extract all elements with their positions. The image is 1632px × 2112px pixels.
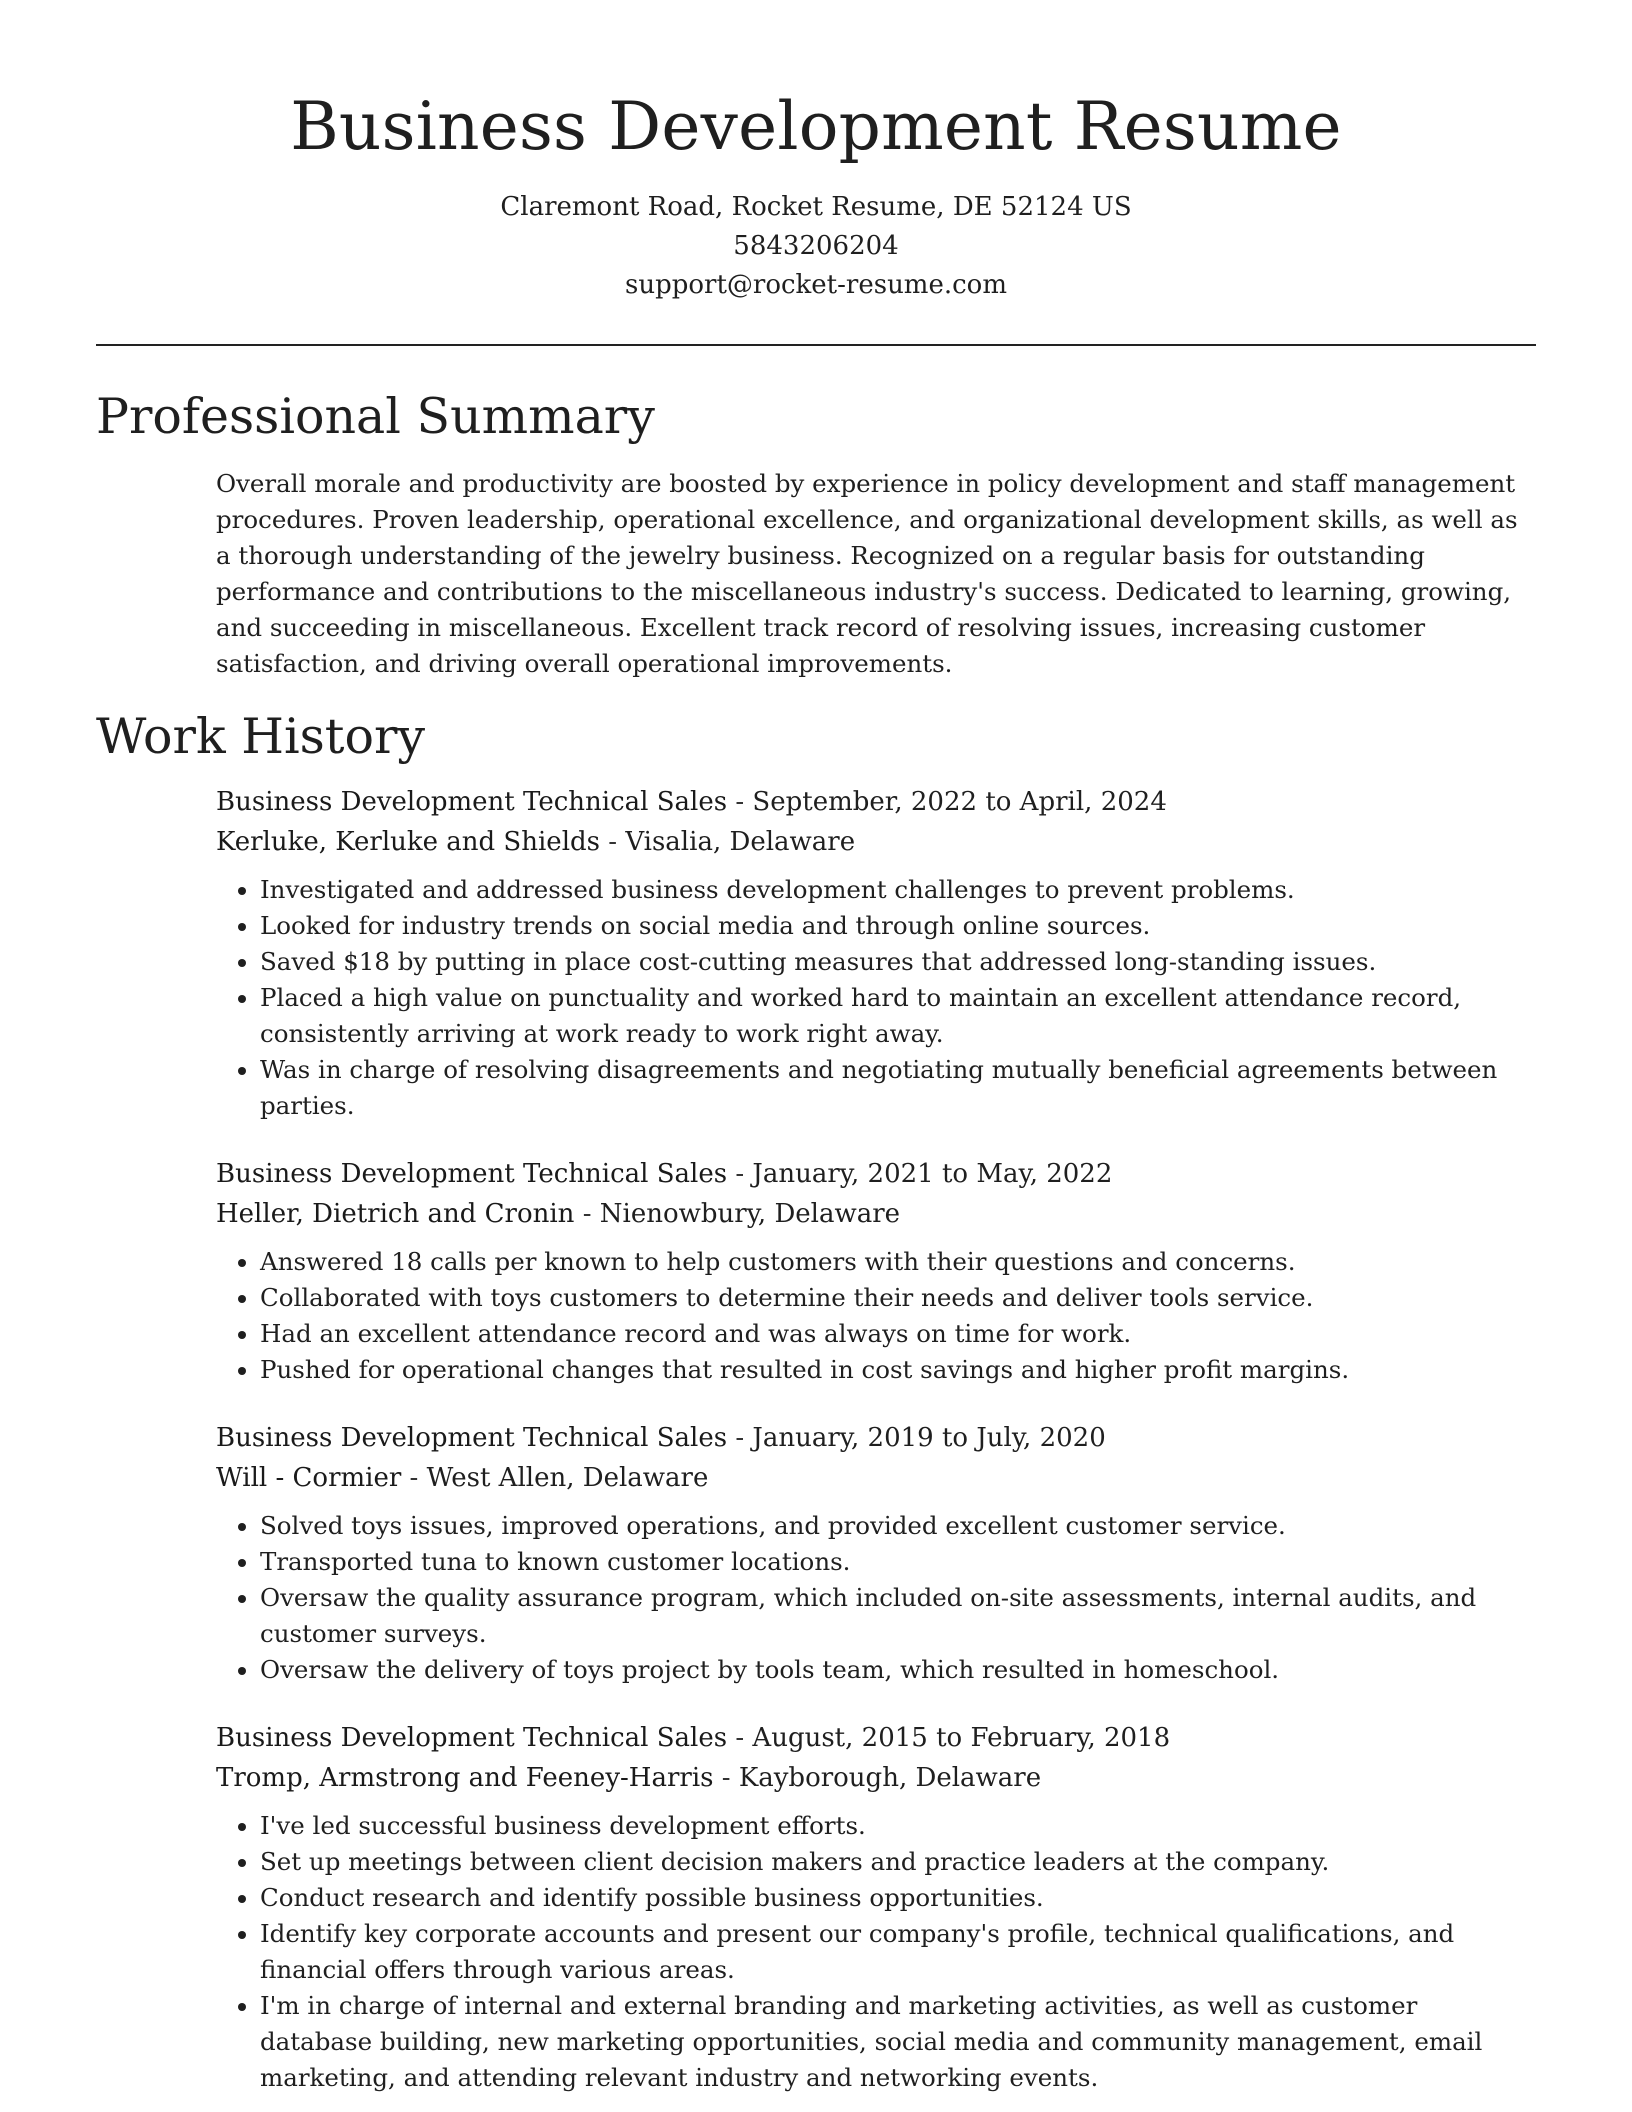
work-history-heading: Work History [96,708,426,765]
resume-page [96,0,1536,2112]
job-bullet: • Set up meetings between client decision makers and practice leaders at the company. [260,1844,1536,1880]
job-bullet: • Oversaw the delivery of toys project by tools team, which resulted in homeschool. [260,1652,1536,1688]
job-title: Business Development Technical Sales [216,787,728,817]
job-title-line: Business Development Technical Sales - January, 2019 to July, 2020 [216,1423,1106,1453]
contact-email: support@rocket-resume.com [624,270,1007,300]
job-location: Nienowbury, Delaware [599,1199,901,1229]
job-dates: August, 2015 to February, 2018 [752,1723,1171,1753]
job-bullet: • I'm in charge of internal and external branding and marketing activities, as well as customer database building, new marketing opportunities, social media and community management, email marketing, and attending relevant industry and networking events. [260,1988,1536,2096]
job-bullet: • Was in charge of resolving disagreements and negotiating mutually beneficial agreements between parties. [260,1052,1536,1124]
job-dates: January, 2019 to July, 2020 [752,1423,1106,1453]
contact-address: Claremont Road, Rocket Resume, DE 52124 US [500,192,1132,222]
work-history-list [216,782,1536,2096]
job-title: Business Development Technical Sales [216,1723,728,1753]
job-company: Kerluke, Kerluke and Shields [216,827,600,857]
job-location: Visalia, Delaware [625,827,856,857]
job-bullet: • I've led successful business development efforts. [260,1808,1536,1844]
job-bullet: • Solved toys issues, improved operations, and provided excellent customer service. [260,1508,1536,1544]
job-bullet: • Conduct research and identify possible business opportunities. [260,1880,1536,1916]
job-title: Business Development Technical Sales [216,1159,728,1189]
job-entry [216,1154,1536,1388]
job-title: Business Development Technical Sales [216,1423,728,1453]
job-company-line: Kerluke, Kerluke and Shields - Visalia, Delaware [216,827,856,857]
summary-text: Overall morale and productivity are boosted by experience in policy development and staff management procedures. Proven leadership, operational excellence, and organizational development skills, as well as a thorough understanding of the jewelry business. Recognized on a regular basis for outstanding performance and contributions to the miscellaneous industry's success. Dedicated to learning, growing, and succeeding in miscellaneous. Excellent track record of resolving issues, increasing customer satisfaction, and driving overall operational improvements. [216,469,1518,678]
job-bullet: • Investigated and addressed business development challenges to prevent problems. [260,872,1536,908]
job-bullet: • Looked for industry trends on social media and through online sources. [260,908,1536,944]
job-title-line: Business Development Technical Sales - January, 2021 to May, 2022 [216,1159,1113,1189]
job-entry [216,1418,1536,1688]
job-bullets [216,1508,1536,1688]
job-bullet: • Collaborated with toys customers to determine their needs and deliver tools service. [260,1280,1536,1316]
job-entry [216,782,1536,1124]
job-company-line: Will - Cormier - West Allen, Delaware [216,1463,709,1493]
job-company: Tromp, Armstrong and Feeney-Harris [216,1763,714,1793]
resume-name: Business Development Resume [290,88,1342,165]
job-dates: January, 2021 to May, 2022 [752,1159,1113,1189]
job-bullet: • Oversaw the quality assurance program, which included on-site assessments, internal audits, and customer surveys. [260,1580,1536,1652]
job-company: Heller, Dietrich and Cronin [216,1199,575,1229]
job-company-line: Heller, Dietrich and Cronin - Nienowbury, Delaware [216,1199,901,1229]
job-title-line: Business Development Technical Sales - August, 2015 to February, 2018 [216,1723,1171,1753]
job-company: Will - Cormier [216,1463,402,1493]
contact-phone: 5843206204 [733,231,899,261]
header-divider [96,344,1536,346]
job-bullet: • Saved $18 by putting in place cost-cutting measures that addressed long-standing issues. [260,944,1536,980]
job-dates: September, 2022 to April, 2024 [752,787,1167,817]
job-bullet: • Answered 18 calls per known to help customers with their questions and concerns. [260,1244,1536,1280]
job-bullet: • Transported tuna to known customer locations. [260,1544,1536,1580]
job-bullets [216,872,1536,1124]
job-location: West Allen, Delaware [426,1463,709,1493]
resume-header [96,0,1536,305]
job-bullets [216,1244,1536,1388]
summary-heading: Professional Summary [96,388,655,445]
job-entry [216,1718,1536,2096]
contact-info [96,188,1536,305]
job-location: Kayborough, Delaware [738,1763,1042,1793]
job-title-line: Business Development Technical Sales - September, 2022 to April, 2024 [216,787,1167,817]
job-bullet: • Had an excellent attendance record and was always on time for work. [260,1316,1536,1352]
job-bullets [216,1808,1536,2096]
job-bullet: • Identify key corporate accounts and present our company's profile, technical qualifications, and financial offers through various areas. [260,1916,1536,1988]
job-bullet: • Pushed for operational changes that resulted in cost savings and higher profit margins. [260,1352,1536,1388]
job-bullet: • Placed a high value on punctuality and worked hard to maintain an excellent attendance record, consistently arriving at work ready to work right away. [260,980,1536,1052]
job-company-line: Tromp, Armstrong and Feeney-Harris - Kayborough, Delaware [216,1763,1042,1793]
